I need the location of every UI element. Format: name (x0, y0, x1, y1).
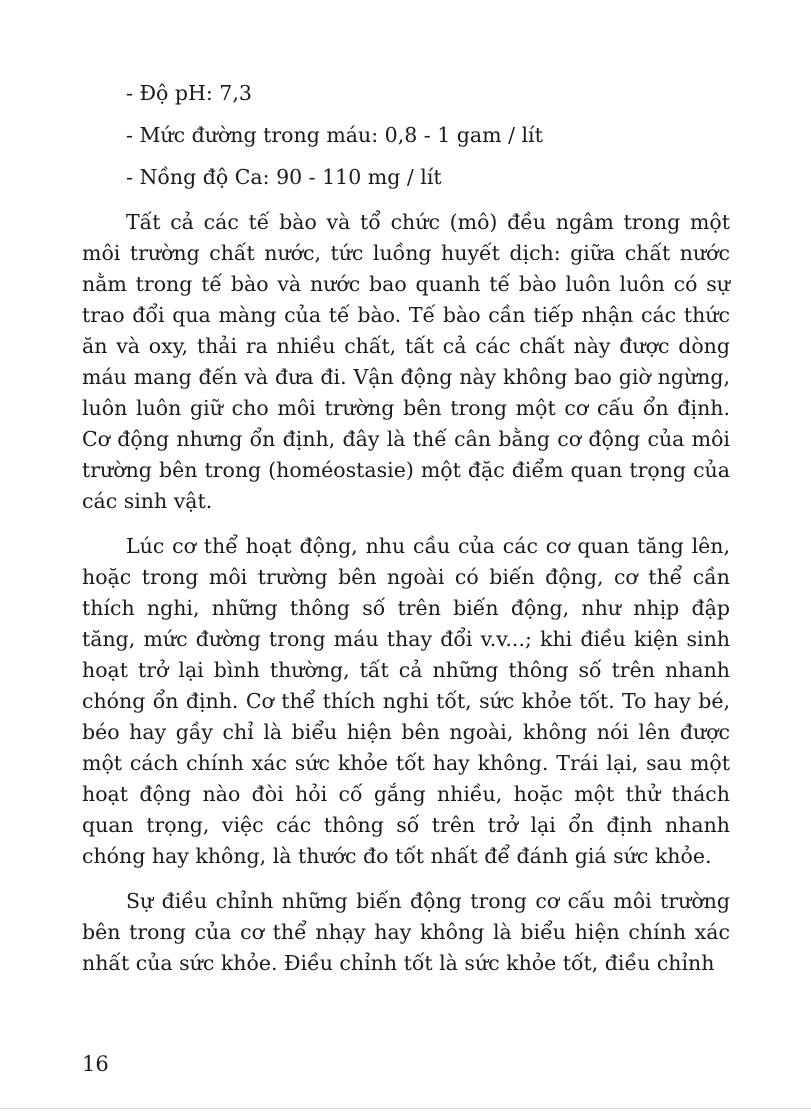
paragraph-internal-environment: Tất cả các tế bào và tổ chức (mô) đều ngâm trong một môi trường chất nước, tức luồng huyết dịch: giữa chất nước nằm trong tế bào và nước bao quanh tế bào luôn luôn có sự trao đổi qua màng của tế bào. Tế bào cần tiếp nhận các thức ăn và oxy, thải ra nhiều chất, tất cả các chất này được dòng máu mang đến và đưa đi. Vận động này không bao giờ ngừng, luôn luôn giữ cho môi trường bên trong một cơ cấu ổn định. Cơ động nhưng ổn định, đây là thế cân bằng cơ động của môi trường bên trong (homéostasie) một đặc điểm quan trọng của các sinh vật. (82, 210, 730, 513)
list-item-ph: - Độ pH: 7,3 (126, 81, 252, 105)
list-item-blood-sugar: - Mức đường trong máu: 0,8 - 1 gam / lít (126, 123, 543, 147)
paragraph-adaptation: Lúc cơ thể hoạt động, nhu cầu của các cơ quan tăng lên, hoặc trong môi trường bên ngoài có biến động, cơ thể cần thích nghi, những thông số trên biến động, như nhịp đập tăng, mức đường trong máu thay đổi v.v...; khi điều kiện sinh hoạt trở lại bình thường, tất cả những thông số trên nhanh chóng ổn định. Cơ thể thích nghi tốt, sức khỏe tốt. To hay bé, béo hay gầy chỉ là biểu hiện bên ngoài, không nói lên được một cách chính xác sức khỏe tốt hay không. Trái lại, sau một hoạt động nào đòi hỏi cố gắng nhiều, hoặc một thử thách quan trọng, việc các thông số trên trở lại ổn định nhanh chóng hay không, là thước đo tốt nhất để đánh giá sức khỏe. (82, 534, 730, 868)
page-body (82, 78, 730, 979)
paragraph-regulation: Sự điều chỉnh những biến động trong cơ cấu môi trường bên trong của cơ thể nhạy hay không là biểu hiện chính xác nhất của sức khỏe. Điều chỉnh tốt là sức khỏe tốt, điều chỉnh (82, 889, 730, 975)
page-edge-line (0, 1108, 811, 1109)
page-number: 16 (82, 1052, 109, 1076)
list-item-calcium: - Nồng độ Ca: 90 - 110 mg / lít (126, 165, 442, 189)
